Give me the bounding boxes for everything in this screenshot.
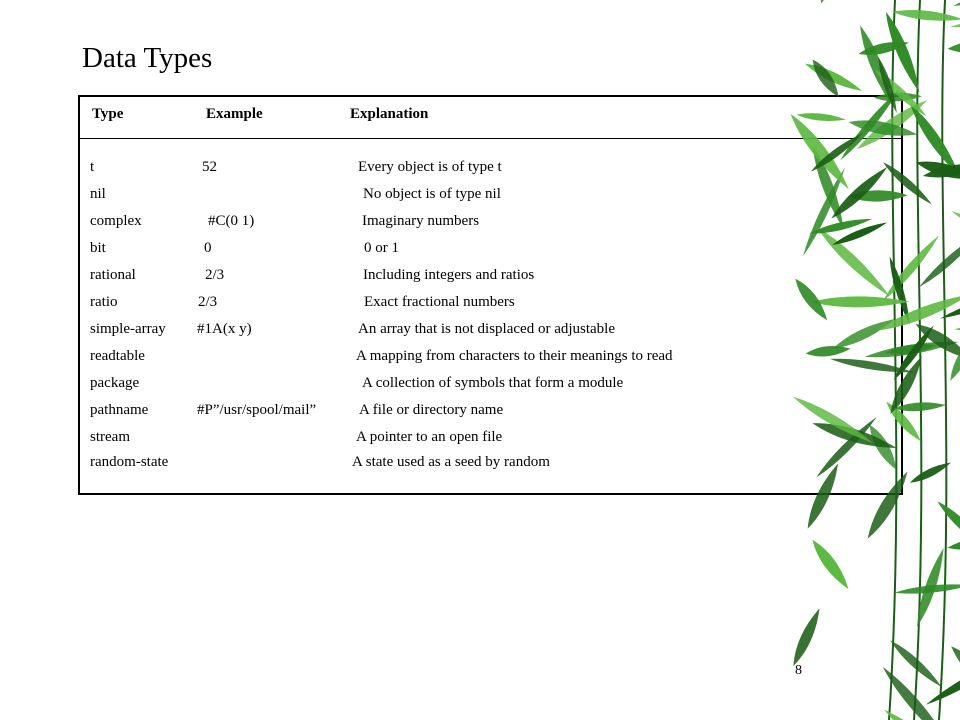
page-number: 8 [795, 663, 802, 678]
cell-type: package [90, 375, 140, 391]
bamboo-leaf [790, 392, 875, 447]
cell-type: nil [90, 186, 106, 202]
bamboo-leaf [950, 208, 960, 252]
bamboo-leaf [788, 606, 824, 668]
cell-explanation: Imaginary numbers [362, 213, 480, 229]
cell-example: #P”/usr/spool/mail” [197, 402, 317, 418]
cell-type: pathname [90, 402, 149, 418]
cell-example: #C(0 1) [208, 213, 255, 229]
cell-explanation: Every object is of type t [358, 159, 502, 175]
cell-explanation: A mapping from characters to their meanings to read [356, 348, 673, 364]
bamboo-leaf [946, 531, 960, 554]
cell-example: 0 [204, 240, 212, 256]
cell-type: readtable [90, 348, 145, 364]
cell-example: #1A(x y) [197, 321, 252, 337]
bamboo-leaf [952, 0, 960, 9]
slide-title: Data Types [82, 42, 213, 74]
cell-type: bit [90, 240, 106, 256]
cell-type: t [90, 159, 95, 175]
bamboo-leaf [892, 7, 960, 24]
cell-example: 2/3 [198, 294, 218, 310]
cell-explanation: A state used as a seed by random [352, 454, 550, 470]
cell-type: simple-array [90, 321, 166, 337]
bamboo-leaf [954, 324, 960, 334]
cell-explanation: Including integers and ratios [363, 267, 535, 283]
cell-explanation: Exact fractional numbers [364, 294, 515, 310]
cell-example: 52 [202, 159, 217, 175]
bamboo-leaf [947, 38, 960, 55]
cell-type: complex [90, 213, 142, 229]
bamboo-leaf [862, 468, 913, 542]
header-example: Example [206, 106, 263, 122]
cell-type: stream [90, 429, 130, 445]
header-type: Type [92, 106, 124, 122]
cell-example: 2/3 [205, 267, 225, 283]
bamboo-leaf [796, 111, 846, 123]
cell-explanation: A pointer to an open file [356, 429, 503, 445]
cell-explanation: No object is of type nil [363, 186, 501, 202]
header-explanation: Explanation [350, 106, 429, 122]
cell-explanation: An array that is not displaced or adjustable [358, 321, 616, 337]
bamboo-leaf [785, 110, 854, 193]
cell-explanation: A collection of symbols that form a module [362, 375, 624, 391]
cell-type: random-state [90, 454, 169, 470]
bamboo-leaf [815, 0, 846, 5]
bamboo-leaf [808, 536, 854, 592]
cell-explanation: 0 or 1 [364, 240, 399, 256]
cell-explanation: A file or directory name [359, 402, 504, 418]
cell-type: ratio [90, 294, 118, 310]
bamboo-stalk [939, 0, 946, 720]
cell-type: rational [90, 267, 136, 283]
bamboo-border-image [775, 0, 960, 720]
bamboo-leaf [894, 401, 947, 413]
bamboo-leaf [880, 233, 942, 303]
